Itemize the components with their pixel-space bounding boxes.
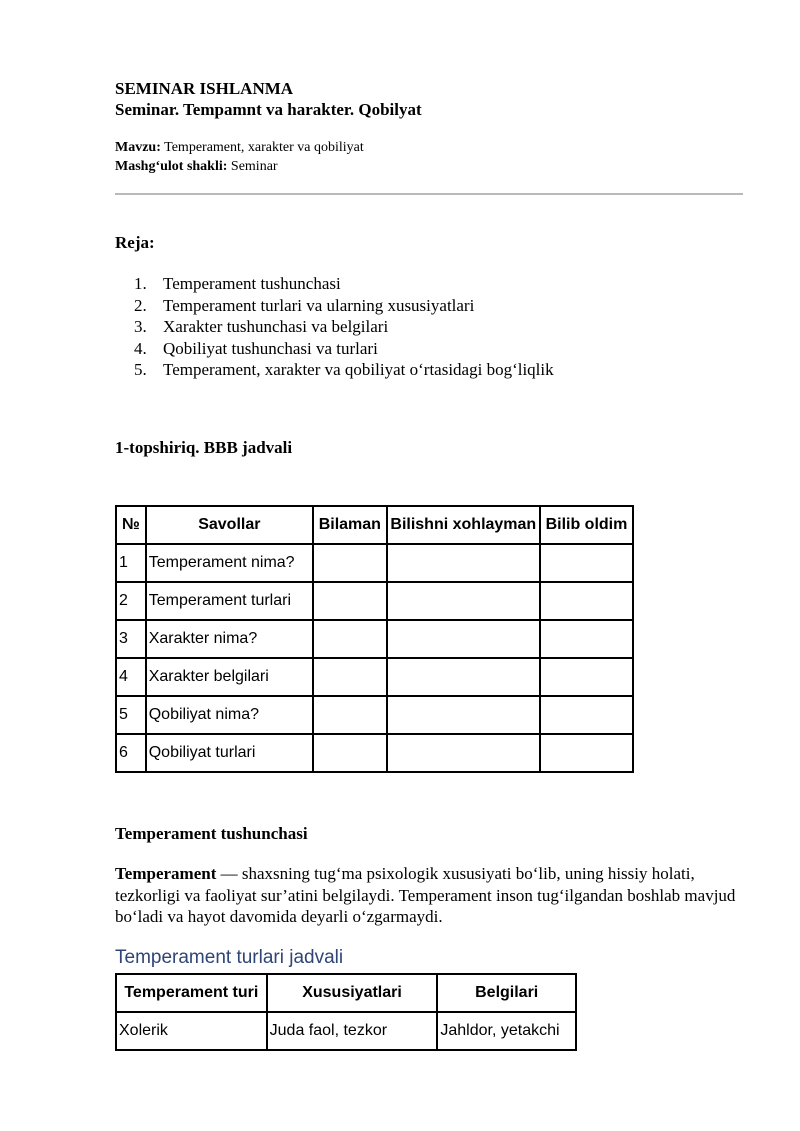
table-cell xyxy=(540,696,633,734)
table-cell xyxy=(313,582,387,620)
plan-item-number: 5. xyxy=(134,360,147,379)
table-cell xyxy=(387,582,540,620)
form-line xyxy=(115,158,278,176)
column-header: № xyxy=(116,506,146,544)
plan-item-text: Temperament turlari va ularning xususiyatlari xyxy=(163,295,475,315)
plan-item-number: 2. xyxy=(134,295,147,315)
plan-item-text: Xarakter tushunchasi va belgilari xyxy=(163,317,389,336)
table-cell xyxy=(387,734,540,772)
table-header-row xyxy=(116,974,576,1012)
table-cell: 3 xyxy=(116,620,146,658)
table-cell xyxy=(540,658,633,696)
task-heading: 1-topshiriq. BBB jadvali xyxy=(115,438,293,457)
plan-heading: Reja: xyxy=(115,233,155,252)
table-cell: Temperament nima? xyxy=(146,544,313,582)
table-cell xyxy=(387,658,540,696)
topic-line xyxy=(115,139,364,157)
table-caption: Temperament turlari jadvali xyxy=(115,947,344,968)
plan-item xyxy=(134,295,554,317)
table-row xyxy=(116,620,633,658)
table-cell xyxy=(540,620,633,658)
table-cell xyxy=(387,696,540,734)
table-cell: Qobiliyat nima? xyxy=(146,696,313,734)
column-header: Xususiyatlari xyxy=(267,974,438,1012)
table-cell xyxy=(313,734,387,772)
table-cell xyxy=(540,544,633,582)
section-heading: Temperament tushunchasi xyxy=(115,824,308,843)
table-cell: Temperament turlari xyxy=(146,582,313,620)
column-header: Bilishni xohlayman xyxy=(387,506,540,544)
table-row xyxy=(116,544,633,582)
table-cell xyxy=(540,734,633,772)
plan-item-number: 4. xyxy=(134,338,147,358)
table-cell: 6 xyxy=(116,734,146,772)
column-header: Belgilari xyxy=(437,974,576,1012)
table-cell: 5 xyxy=(116,696,146,734)
table-cell: Qobiliyat turlari xyxy=(146,734,313,772)
table-cell: Xolerik xyxy=(116,1012,267,1050)
table-cell: 4 xyxy=(116,658,146,696)
plan-item xyxy=(134,338,554,360)
topic-value: Temperament, xarakter va qobiliyat xyxy=(164,140,364,155)
table-row xyxy=(116,1012,576,1050)
plan-list xyxy=(134,273,554,381)
plan-item-text: Qobiliyat tushunchasi va turlari xyxy=(163,338,378,358)
document-title: SEMINAR ISHLANMA xyxy=(115,79,294,98)
column-header: Bilaman xyxy=(313,506,387,544)
plan-item xyxy=(134,273,554,295)
table-cell: 1 xyxy=(116,544,146,582)
table-row xyxy=(116,734,633,772)
definition-text: — shaxsning tug‘ma psixologik xususiyati bo‘lib, uning hissiy holati, tezkorligi va faoliyat sur’atini belgilaydi. Temperament inson tug‘ilgandan boshlab mavjud bo‘ladi va hayot davomida deyarli o‘zgarmaydi. xyxy=(115,864,736,926)
table-cell xyxy=(313,658,387,696)
table-cell xyxy=(313,544,387,582)
plan-item-text: Temperament tushunchasi xyxy=(163,274,341,293)
temperament-types-table xyxy=(115,973,577,1051)
plan-item-number: 3. xyxy=(134,317,147,336)
form-label: Mashg‘ulot shakli: xyxy=(115,159,228,174)
table-cell: Xarakter belgilari xyxy=(146,658,313,696)
table-row xyxy=(116,658,633,696)
form-value: Seminar xyxy=(230,159,278,174)
plan-item-text: Temperament, xarakter va qobiliyat o‘rtasidagi bog‘liqlik xyxy=(163,360,554,379)
definition-paragraph xyxy=(115,863,745,928)
table-cell xyxy=(313,696,387,734)
table-cell xyxy=(387,620,540,658)
plan-item-number: 1. xyxy=(134,274,147,293)
table-cell: Juda faol, tezkor xyxy=(267,1012,438,1050)
plan-item xyxy=(134,316,554,338)
document-subtitle: Seminar. Tempamnt va harakter. Qobilyat xyxy=(115,100,422,119)
topic-label: Mavzu: xyxy=(115,140,161,155)
table-row xyxy=(116,582,633,620)
column-header: Savollar xyxy=(146,506,313,544)
table-cell: Jahldor, yetakchi xyxy=(437,1012,576,1050)
horizontal-divider xyxy=(115,193,743,195)
table-cell xyxy=(313,620,387,658)
table-cell: 2 xyxy=(116,582,146,620)
table-header-row xyxy=(116,506,633,544)
table-cell xyxy=(540,582,633,620)
column-header: Bilib oldim xyxy=(540,506,633,544)
table-cell: Xarakter nima? xyxy=(146,620,313,658)
column-header: Temperament turi xyxy=(116,974,267,1012)
plan-item xyxy=(134,359,554,381)
table-cell xyxy=(387,544,540,582)
bbb-table xyxy=(115,505,634,773)
definition-term: Temperament xyxy=(115,864,217,883)
table-row xyxy=(116,696,633,734)
